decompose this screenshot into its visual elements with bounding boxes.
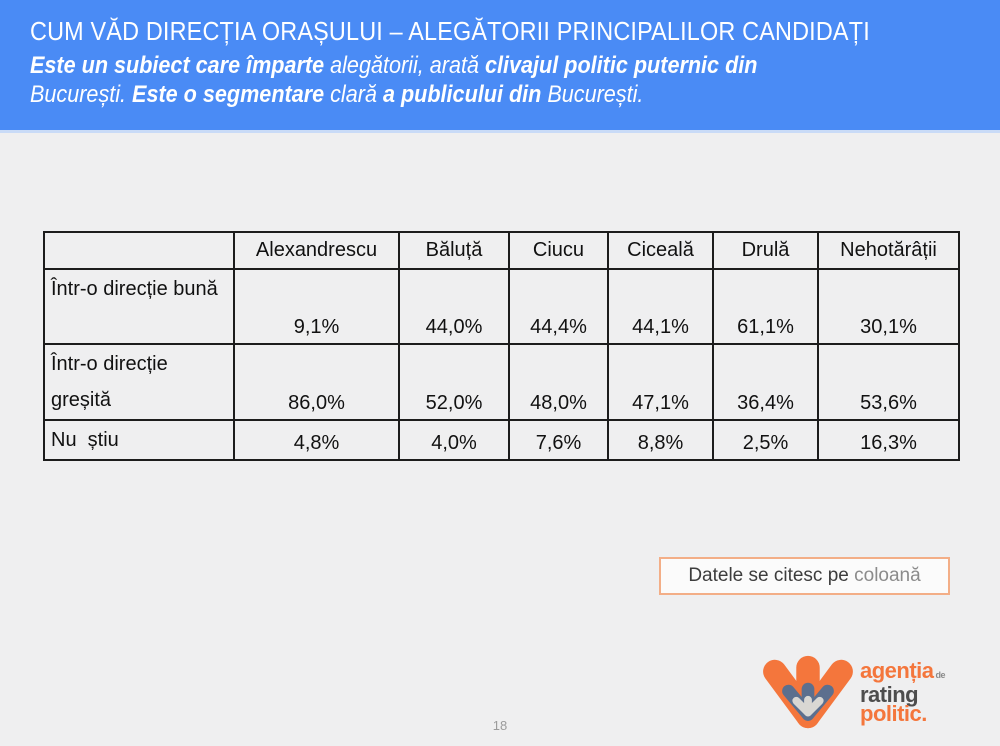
subtitle-segment: Este o segmentare: [132, 81, 331, 108]
value-cell: 30,1%: [818, 269, 959, 344]
slide-title: CUM VĂD DIRECȚIA ORAȘULUI – ALEGĂTORII PRINCIPALILOR CANDIDAȚI: [30, 16, 870, 46]
column-header: Drulă: [713, 232, 818, 269]
value-cell: 44,1%: [608, 269, 713, 344]
table-row: [44, 269, 959, 344]
table-row: [44, 344, 959, 420]
subtitle-line-2: [30, 80, 998, 109]
column-header: Ciucu: [509, 232, 608, 269]
column-header: Ciceală: [608, 232, 713, 269]
value-cell: 47,1%: [608, 344, 713, 420]
value-cell: 4,8%: [234, 420, 399, 460]
subtitle-segment: București.: [547, 81, 644, 108]
value-cell: 86,0%: [234, 344, 399, 420]
row-label: Nu știu: [44, 420, 234, 460]
table-header-row: [44, 232, 959, 269]
value-cell: 48,0%: [509, 344, 608, 420]
value-cell: 36,4%: [713, 344, 818, 420]
page-number: 18: [492, 718, 508, 733]
value-cell: 4,0%: [399, 420, 509, 460]
value-cell: 44,0%: [399, 269, 509, 344]
subtitle-segment: a publicului din: [382, 81, 548, 108]
value-cell: 53,6%: [818, 344, 959, 420]
table-row: [44, 420, 959, 460]
value-cell: 52,0%: [399, 344, 509, 420]
column-header: Băluță: [399, 232, 509, 269]
slide-subtitle: [30, 51, 998, 109]
column-header: Alexandrescu: [234, 232, 399, 269]
logo-word-politic: politic.: [860, 701, 927, 726]
subtitle-line-1: [30, 51, 998, 80]
value-cell: 61,1%: [713, 269, 818, 344]
row-label: Într-o direcție bună: [44, 269, 234, 344]
header-banner: [0, 0, 1000, 133]
logo-wordmark: [860, 652, 946, 726]
row-label: Într-o direcție greșită: [44, 344, 234, 420]
subtitle-segment: clară: [330, 81, 383, 108]
subtitle-segment: Este un subiect care împarte: [30, 52, 331, 79]
corner-cell: [44, 232, 234, 269]
results-table: [43, 231, 960, 461]
value-cell: 16,3%: [818, 420, 959, 460]
logo-word-agentia: agenția de: [860, 658, 946, 683]
value-cell: 44,4%: [509, 269, 608, 344]
reading-note-accent: coloană: [854, 565, 921, 586]
value-cell: 9,1%: [234, 269, 399, 344]
header-text: [30, 14, 998, 109]
subtitle-segment: clivajul politic puternic din: [485, 52, 758, 79]
reading-note-text: Datele se citesc pe: [688, 565, 855, 586]
value-cell: 2,5%: [713, 420, 818, 460]
logo-word-rating: rating: [860, 682, 919, 707]
subtitle-segment: București.: [30, 81, 133, 108]
value-cell: 8,8%: [608, 420, 713, 460]
logo-word-de: de: [935, 670, 946, 680]
subtitle-segment: alegătorii, arată: [330, 52, 486, 79]
reading-note-box: [659, 557, 950, 595]
column-header: Nehotărâții: [818, 232, 959, 269]
value-cell: 7,6%: [509, 420, 608, 460]
